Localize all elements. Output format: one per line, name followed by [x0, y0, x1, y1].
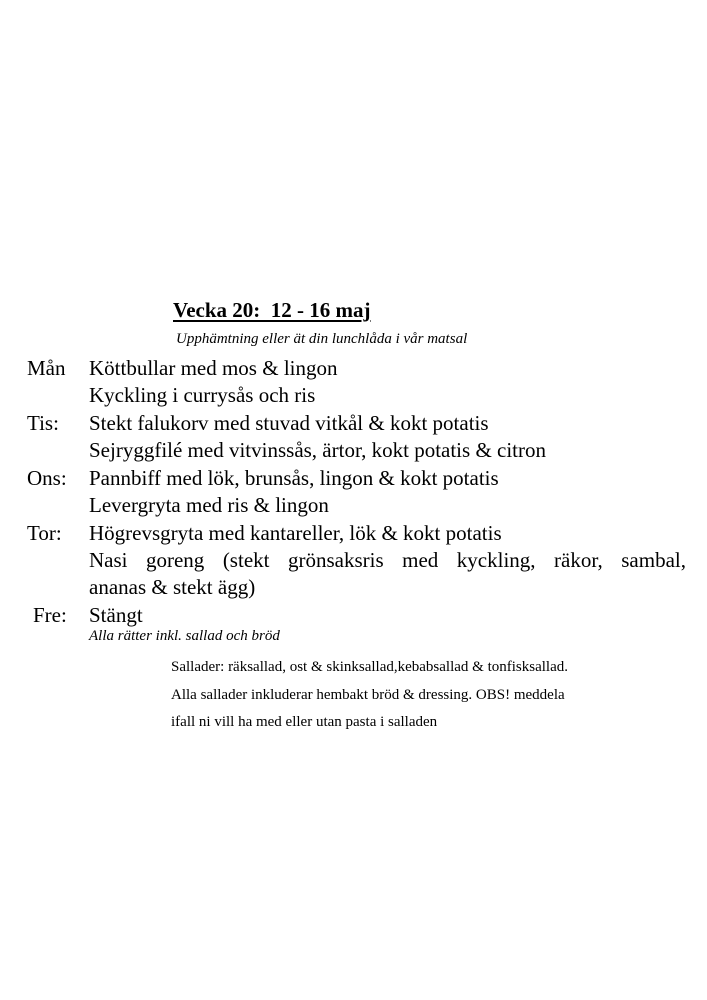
- day-label-thu: Tor:: [27, 521, 62, 545]
- dish-mon-1: Köttbullar med mos & lingon: [89, 356, 338, 380]
- included-note: Alla rätter inkl. sallad och bröd: [89, 628, 280, 644]
- dish-wed-2: Levergryta med ris & lingon: [89, 493, 329, 517]
- dish-wed-1: Pannbiff med lök, brunsås, lingon & kokt potatis: [89, 466, 499, 490]
- page-subtitle: Upphämtning eller ät din lunchlåda i vår matsal: [176, 331, 468, 347]
- day-label-wed: Ons:: [27, 466, 67, 490]
- dish-mon-2: Kyckling i currysås och ris: [89, 383, 316, 407]
- dish-thu-2: Nasi goreng (stekt grönsaksris med kyckling, räkor, sambal,: [89, 548, 686, 572]
- day-label-mon: Mån: [27, 356, 66, 380]
- dish-tue-1: Stekt falukorv med stuvad vitkål & kokt potatis: [89, 411, 489, 435]
- dish-tue-2: Sejryggfilé med vitvinssås, ärtor, kokt potatis & citron: [89, 438, 547, 462]
- dish-thu-1: Högrevsgryta med kantareller, lök & kokt potatis: [89, 521, 502, 545]
- day-label-tue: Tis:: [27, 411, 59, 435]
- page-title: Vecka 20: 12 - 16 maj: [173, 298, 371, 322]
- dish-fri-1: Stängt: [89, 603, 143, 627]
- day-label-fri: Fre:: [33, 603, 67, 627]
- salad-info: Sallader: räksallad, ost & skinksallad,kebabsallad & tonfisksallad. Alla sallader inkluderar hembakt bröd & dressing. OBS! meddela ifall ni vill ha med eller utan pasta i salladen: [171, 659, 568, 730]
- dish-thu-2-cont: ananas & stekt ägg): [89, 575, 256, 599]
